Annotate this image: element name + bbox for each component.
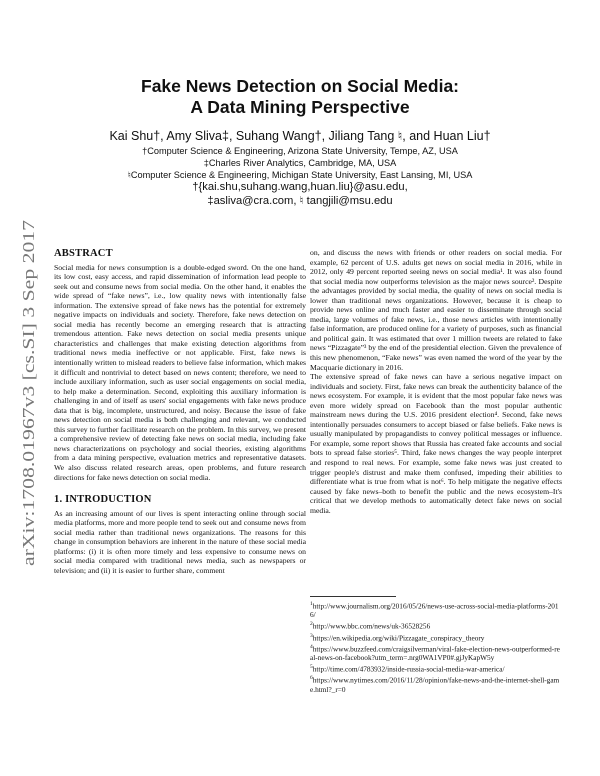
emails-asu: †{kai.shu,suhang.wang,huan.liu}@asu.edu,	[192, 181, 408, 193]
abstract-text: Social media for news consumption is a double-edged sword. On the one hand, its low cost, easy access, and rapid dissemination of information lead people to seek out and consume news from social media. On the other hand, it enables the wide spread of “fake news”, i.e., low quality news with intentionally false information. The extensive spread of fake news has the potential for extremely negative impacts on individuals and society. Therefore, fake news detection on social media has recently become an emerging research that is attracting tremendous attention. Fake news detection on social media presents unique characteristics and challenges that make existing detection algorithms from traditional news media ineffective or not applicable. First, fake news is intentionally written to mislead readers to believe false information, which makes it difficult and nontrivial to detect based on news content; therefore, we need to include auxiliary information, such as user social engagements on social media, to help make a determination. Second, exploiting this auxiliary information is challenging in and of itself as users' social engagements with fake news produce data that is big, incomplete, unstructured, and noisy. Because the issue of fake news detection on social media is both challenging and relevant, we conducted this survey to further facilitate research on the problem. In this survey, we present a comprehensive review of detecting fake news on social media, including fake news characterizations on psychology and social theories, existing algorithms from a data mining perspective, evaluation metrics and representative datasets. We also discuss related research areas, open problems, and future research directions for fake news detection on social media.	[54, 262, 306, 482]
footnote-link[interactable]: https://www.buzzfeed.com/craigsilverman/viral-fake-election-news-outperformed-real-news-on-facebook?utm_term=.nrg0WA1VP0#.gjJyKapW5y	[310, 644, 560, 663]
footnote-number: 6	[310, 675, 313, 682]
introduction-heading: 1. INTRODUCTION	[54, 494, 152, 506]
title-line-2: A Data Mining Perspective	[190, 97, 410, 117]
footnote-link[interactable]: http://time.com/4783932/inside-russia-social-media-war-america/	[312, 664, 505, 674]
affiliation-asu: †Computer Science & Engineering, Arizona State University, Tempe, AZ, USA	[142, 146, 458, 156]
footnote	[310, 632, 562, 643]
footnote	[310, 643, 562, 663]
footnote-number: 3	[310, 632, 313, 639]
footnote	[310, 620, 562, 631]
footnote-link[interactable]: http://www.journalism.org/2016/05/26/news-use-across-social-media-platforms-2016/	[310, 601, 559, 620]
footnote-number: 5	[310, 664, 313, 671]
author-list: Kai Shu†, Amy Sliva‡, Suhang Wang†, Jiliang Tang ♮, and Huan Liu†	[109, 129, 491, 143]
affiliation-cra: ‡Charles River Analytics, Cambridge, MA, USA	[203, 158, 397, 168]
footnote-number: 1	[310, 601, 313, 607]
right-column	[310, 248, 562, 515]
abstract-heading: ABSTRACT	[54, 248, 113, 259]
footnote-rule	[310, 596, 396, 597]
emails-cra-msu: ‡asliva@cra.com, ♮ tangjili@msu.edu	[207, 194, 393, 207]
author-block	[60, 128, 540, 208]
footnote	[310, 600, 562, 620]
affiliation-msu: ♮Computer Science & Engineering, Michigan State University, East Lansing, MI, USA	[127, 170, 473, 180]
footnote-link[interactable]: http://www.bbc.com/news/uk-36528256	[312, 621, 431, 631]
introduction-text: As an increasing amount of our lives is spent interacting online through social media platforms, more and more people tend to seek out and consume news from social media rather than traditional news organizations. The reasons for this change in consumption behaviors are inherent in the nature of these social media platforms: (i) it is often more timely and less expensive to consume news on social media compared with traditional news media, such as newspapers or television; and (ii) it is easier to further share, comment	[54, 508, 306, 575]
intro-paragraph-2: The extensive spread of fake news can have a serious negative impact on individuals and society. First, fake news can break the authenticity balance of the news ecosystem. For example, it is evident that the most popular fake news was even more widely spread on Facebook than the most popular authentic mainstream news during the U.S. 2016 president election⁴. Second, fake news intentionally persuades consumers to accept biased or false beliefs. Fake news is usually manipulated by propagandists to convey political messages or influence. For example, some report shows that Russia has created fake accounts and social bots to spread false stories⁵. Third, fake news changes the way people interpret and respond to real news. For example, some fake news was just created to trigger people's distrust and make them confused, impeding their abilities to differentiate what is true from what is not⁶. To help mitigate the negative effects caused by fake news–both to benefit the public and the news ecosystem–It's critical that we develop methods to automatically detect fake news on social media.	[310, 372, 562, 515]
left-column	[54, 248, 306, 576]
arxiv-stamp-text: arXiv:1708.01967v3 [cs.SI] 3 Sep 2017	[19, 302, 38, 566]
footnotes	[310, 596, 562, 695]
footnote-number: 2	[310, 621, 313, 628]
footnote	[310, 674, 562, 694]
footnote-link[interactable]: https://en.wikipedia.org/wiki/Pizzagate_conspiracy_theory	[312, 632, 485, 642]
title-line-1: Fake News Detection on Social Media:	[141, 76, 459, 96]
footnote-link[interactable]: https://www.nytimes.com/2016/11/28/opinion/fake-news-and-the-internet-shell-game.html?_r=0	[310, 675, 560, 694]
footnote-number: 4	[310, 643, 313, 650]
paper-title	[60, 76, 540, 118]
arxiv-stamp	[10, 218, 44, 568]
footnote	[310, 663, 562, 674]
intro-paragraph-continued: on, and discuss the news with friends or other readers on social media. For example, 62 percent of U.S. adults get news on social media in 2016, while in 2012, only 49 percent reported seeing news on social media¹. It was also found that social media now outperforms television as the major news source². Despite the advantages provided by social media, the quality of news on social media is lower than traditional news organizations. However, because it is cheap to provide news online and much faster and easier to disseminate through social media, large volumes of fake news, i.e., those news articles with intentionally false information, are produced online for a variety of purposes, such as financial and political gain. It was estimated that over 1 million tweets are related to fake news “Pizzagate”³ by the end of the presidential election. Given the prevalence of this new phenomenon, “Fake news” was even named the word of the year by the Macquarie dictionary in 2016.	[310, 248, 562, 372]
